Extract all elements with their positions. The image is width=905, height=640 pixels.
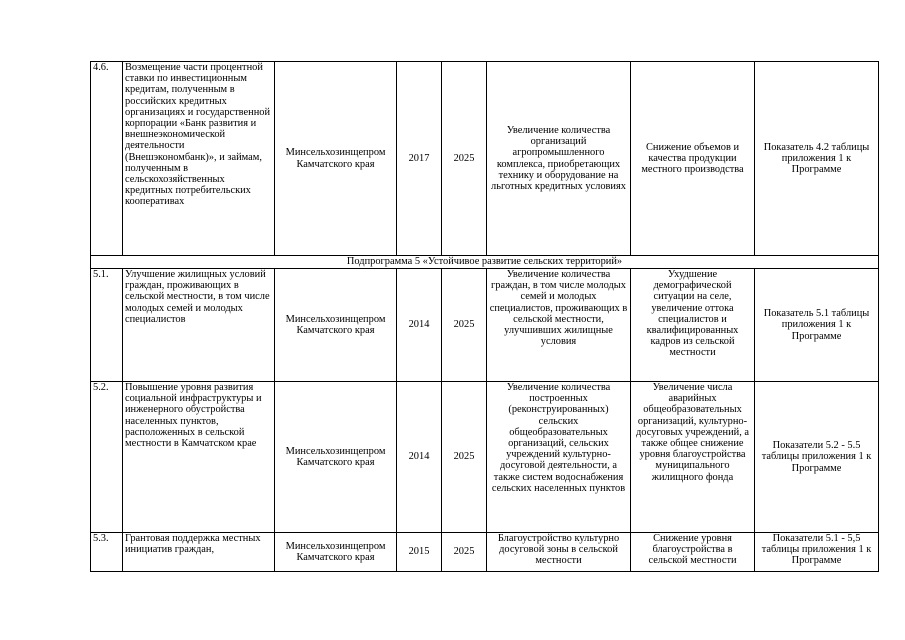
measure-name: Повышение уровня развития социальной инфраструктуры и инженерного обустройства населенных пунктов, расположенных в сельской местности в Камчатском крае — [123, 382, 275, 533]
executor: Минсельхозинщепром Камчатского края — [275, 382, 397, 533]
row-number: 5.3. — [91, 533, 123, 572]
table-row — [91, 269, 879, 382]
indicator: Показатели 5.2 - 5.5 таблицы приложения 1 к Программе — [755, 382, 879, 533]
start-year: 2014 — [397, 269, 442, 382]
indicator: Показатель 4.2 таблицы приложения 1 к Программе — [755, 62, 879, 256]
expected-result: Увеличение количества организаций агропромышленного комплекса, приобретающих технику и оборудование на льготных кредитных условиях — [487, 62, 631, 256]
indicator: Показатель 5.1 таблицы приложения 1 к Программе — [755, 269, 879, 382]
table-row — [91, 62, 879, 256]
table-row — [91, 533, 879, 572]
end-year: 2025 — [442, 533, 487, 572]
consequence: Ухудшение демографической ситуации на селе, увеличение оттока специалистов и квалифицированных кадров из сельской местности — [631, 269, 755, 382]
end-year: 2025 — [442, 62, 487, 256]
consequence: Увеличение числа аварийных общеобразовательных организаций, культурно-досуговых учреждений, а также общее снижение уровня благоустройства муниципального жилищного фонда — [631, 382, 755, 533]
start-year: 2017 — [397, 62, 442, 256]
consequence: Снижение уровня благоустройства в сельской местности — [631, 533, 755, 572]
expected-result: Увеличение количества построенных (реконструированных) сельских общеобразовательных организаций, сельских учреждений культурно-досуговой деятельности, а также систем водоснабжения сельских населенных пунктов — [487, 382, 631, 533]
executor: Минсельхозинщепром Камчатского края — [275, 269, 397, 382]
expected-result: Увеличение количества граждан, в том числе молодых семей и молодых специалистов, проживающих в сельской местности, улучшивших жилищные условия — [487, 269, 631, 382]
measure-name: Грантовая поддержка местных инициатив граждан, — [123, 533, 275, 572]
subprogram-header: Подпрограмма 5 «Устойчивое развитие сельских территорий» — [91, 256, 879, 269]
measure-name: Возмещение части процентной ставки по инвестиционным кредитам, полученным в российских кредитных организациях и государственной корпорации «Банк развития и внешнеэкономической деятельности (Внешэкономбанк)», и займам, полученным в сельскохозяйственных кредитных потребительских кооперативах — [123, 62, 275, 256]
subprogram-row — [91, 256, 879, 269]
program-measures-table — [90, 61, 879, 572]
measure-name: Улучшение жилищных условий граждан, проживающих в сельской местности, в том числе молодых семей и молодых специалистов — [123, 269, 275, 382]
start-year: 2014 — [397, 382, 442, 533]
row-number: 4.6. — [91, 62, 123, 256]
table-row — [91, 382, 879, 533]
start-year: 2015 — [397, 533, 442, 572]
end-year: 2025 — [442, 382, 487, 533]
consequence: Снижение объемов и качества продукции местного производства — [631, 62, 755, 256]
expected-result: Благоустройство культурно досуговой зоны в сельской местности — [487, 533, 631, 572]
executor: Минсельхозинщепром Камчатского края — [275, 62, 397, 256]
executor: Минсельхозинщепром Камчатского края — [275, 533, 397, 572]
row-number: 5.2. — [91, 382, 123, 533]
indicator: Показатели 5.1 - 5,5 таблицы приложения 1 к Программе — [755, 533, 879, 572]
end-year: 2025 — [442, 269, 487, 382]
row-number: 5.1. — [91, 269, 123, 382]
